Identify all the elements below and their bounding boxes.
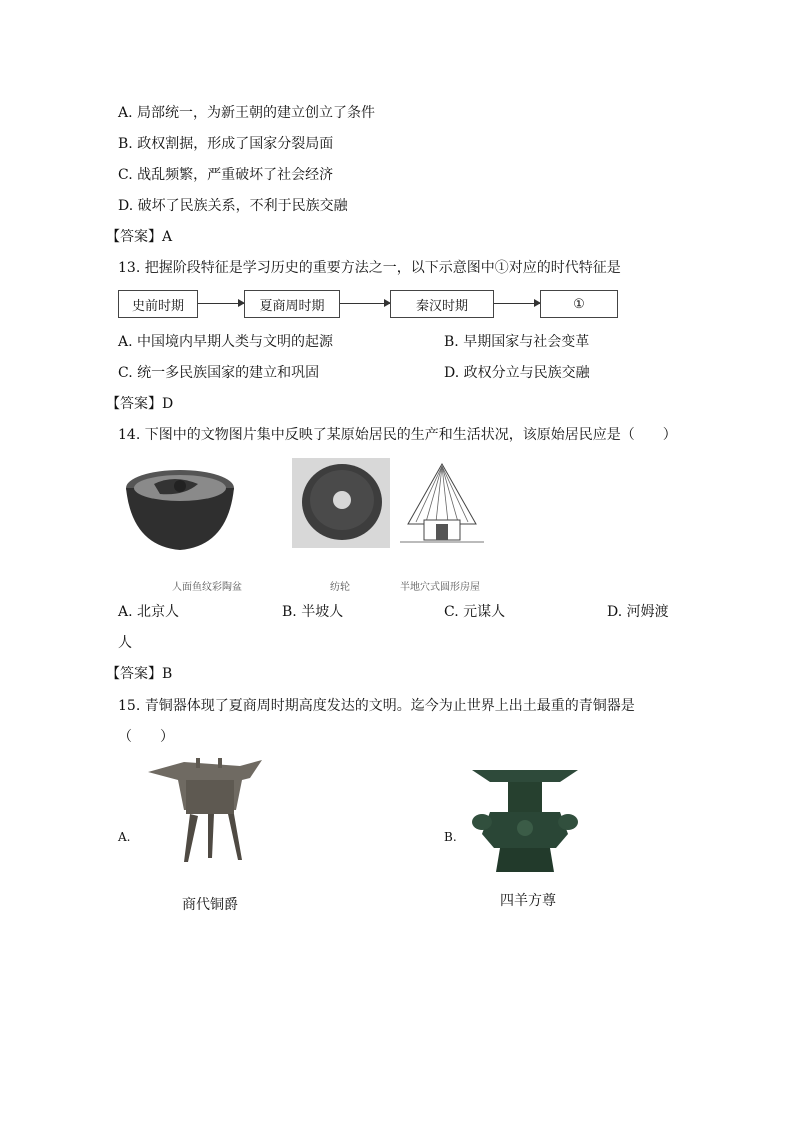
- q14-option-c: C. 元谋人: [444, 604, 506, 620]
- flow-box-prehistoric: 史前时期: [118, 290, 198, 318]
- q14-option-b: B. 半坡人: [282, 604, 344, 620]
- q15-stem-paren: （ ）: [118, 729, 174, 745]
- q12-option-d: D. 破坏了民族关系，不利于民族交融: [118, 198, 348, 214]
- jue-caption: 商代铜爵: [182, 897, 238, 913]
- flow-box-xia-shang-zhou: 夏商周时期: [244, 290, 340, 318]
- house-caption: 半地穴式圆形房屋: [400, 582, 480, 593]
- q13-option-c: C. 统一多民族国家的建立和巩固: [118, 365, 320, 381]
- bronze-jue-image: [144, 758, 274, 864]
- q12-answer: 【答案】A: [106, 229, 173, 245]
- pottery-basin-caption: 人面鱼纹彩陶盆: [172, 582, 242, 593]
- flow-arrow: [494, 303, 540, 304]
- zun-caption: 四羊方尊: [500, 893, 556, 909]
- flow-box-blank: ①: [540, 290, 618, 318]
- q13-stem: 13. 把握阶段特征是学习历史的重要方法之一，以下示意图中①对应的时代特征是: [118, 260, 621, 276]
- q15-option-a-label: A.: [118, 830, 131, 844]
- spindle-whorl-image: [292, 458, 390, 548]
- q14-answer: 【答案】B: [106, 666, 173, 682]
- flow-arrow: [198, 303, 244, 304]
- four-ram-zun-image: [470, 764, 580, 876]
- q12-option-b: B. 政权割据，形成了国家分裂局面: [118, 136, 334, 152]
- q12-option-c: C. 战乱频繁，严重破坏了社会经济: [118, 167, 334, 183]
- flow-box-qin-han: 秦汉时期: [390, 290, 494, 318]
- q15-stem: 15. 青铜器体现了夏商周时期高度发达的文明。迄今为止世界上出土最重的青铜器是: [118, 698, 635, 714]
- q13-option-a: A. 中国境内早期人类与文明的起源: [118, 334, 334, 350]
- q13-answer: 【答案】D: [106, 396, 174, 412]
- painted-pottery-basin-image: [124, 466, 236, 556]
- q14-option-a: A. 北京人: [118, 604, 180, 620]
- q12-option-a: A. 局部统一，为新王朝的建立创立了条件: [118, 105, 376, 121]
- q14-option-d: D. 河姆渡: [607, 604, 669, 620]
- spindle-whorl-caption: 纺轮: [330, 582, 350, 593]
- q15-option-b-label: B.: [444, 830, 457, 844]
- q14-option-d-wrap: 人: [118, 635, 132, 651]
- semi-subterranean-house-image: [396, 458, 488, 554]
- q14-stem: 14. 下图中的文物图片集中反映了某原始居民的生产和生活状况，该原始居民应是（ ）: [118, 427, 677, 443]
- q13-option-b: B. 早期国家与社会变革: [444, 334, 590, 350]
- flow-arrow: [340, 303, 390, 304]
- q13-option-d: D. 政权分立与民族交融: [444, 365, 590, 381]
